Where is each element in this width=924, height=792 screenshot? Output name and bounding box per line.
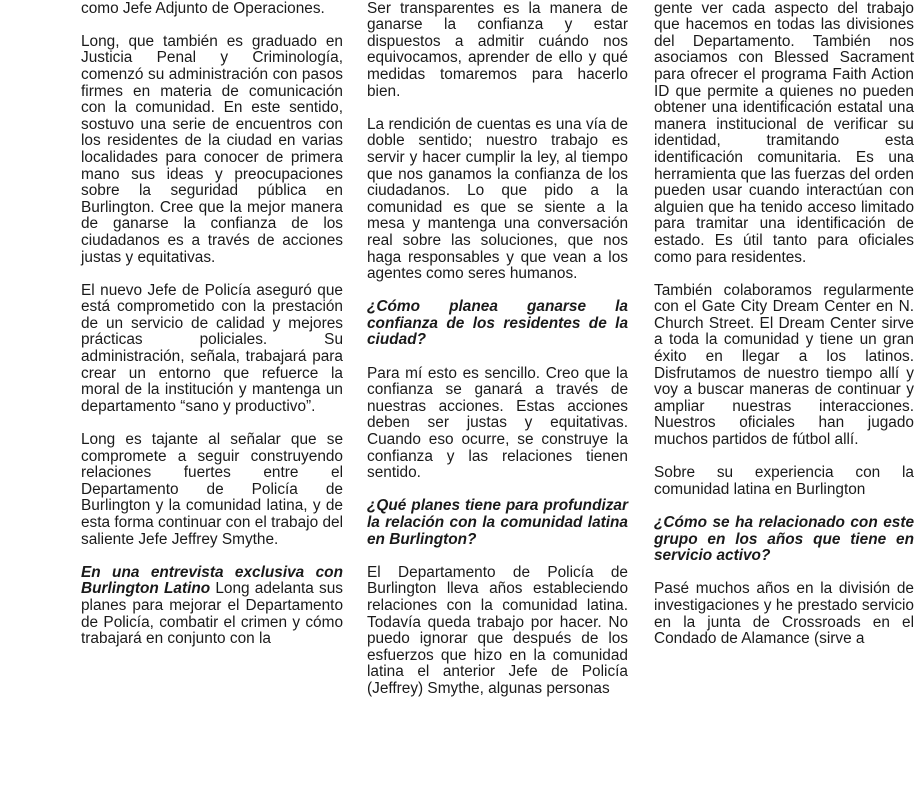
interview-question: ¿Qué planes tiene para profundizar la relación con la comunidad latina en Burlington? (367, 497, 628, 548)
paragraph: Pasé muchos años en la división de investigaciones y he prestado servicio en la junta de Crossroads en el Condado de Alamance (sirve a (654, 580, 914, 648)
article-column-3 (654, 0, 914, 664)
paragraph: El Departamento de Policía de Burlington lleva años estableciendo relaciones con la comunidad latina. Todavía queda trabajo por hacer. No puedo ignorar que después de los esfuerzos que hizo en la comunidad latina el anterior Jefe de Policía (Jeffrey) Smythe, algunas personas (367, 563, 628, 697)
paragraph (81, 565, 343, 648)
paragraph: Ser transparentes es la manera de ganarse la confianza y estar dispuestos a admitir cuándo nos equivocamos, aprender de ello y qué medidas tomaremos para hacerlo bien. (367, 0, 628, 100)
paragraph: El nuevo Jefe de Policía aseguró que está comprometido con la prestación de un servicio de calidad y mejores prácticas policiales. Su administración, señala, trabajará para crear un entorno que refuerce la moral de la institución y mantenga un departamento “sano y productivo”. (81, 281, 343, 415)
paragraph: También colaboramos regularmente con el Gate City Dream Center en N. Church Street. El Dream Center sirve a toda la comunidad y tiene un gran éxito en llegar a los latinos. Disfrutamos de nuestro tiempo allí y voy a buscar maneras de continuar y ampliar nuestras interacciones. Nuestros oficiales han jugado muchos partidos de fútbol allí. (654, 281, 914, 449)
paragraph: Long, que también es graduado en Justicia Penal y Criminología, comenzó su administración con pasos firmes en materia de comunicación con la comunidad. En este sentido, sostuvo una serie de encuentros con los residentes de la ciudad en varias localidades para conocer de primera mano sus ideas y preocupaciones sobre la seguridad pública en Burlington. Cree que la mejor manera de ganarse la confianza de los ciudadanos es a través de acciones justas y equitativas. (81, 32, 343, 266)
paragraph: gente ver cada aspecto del trabajo que hacemos en todas las divisiones del Departamento. También nos asociamos con Blessed Sacrament para ofrecer el programa Faith Action ID que permite a quienes no pueden obtener una identificación estatal una manera institucional de verificar su identidad, tramitando esta identificación comunitaria. Es una herramienta que las fuerzas del orden pueden usar cuando interactúan con alguien que ha tenido acceso limitado para tramitar una identificación de estado. Es útil tanto para oficiales como para residentes. (654, 0, 914, 266)
interview-lead: En una entrevista exclusiva con Burlington Latino (81, 563, 343, 598)
interview-question: ¿Cómo planea ganarse la confianza de los residentes de la ciudad? (367, 298, 628, 349)
section-subheading: Sobre su experiencia con la comunidad latina en Burlington (654, 464, 914, 498)
article-column-2 (367, 0, 628, 714)
interview-lead-rest: Long adelanta sus planes para mejorar el Departamento de Policía, combatir el crimen y cómo trabajará en conjunto con la (81, 580, 343, 648)
article-column-1 (81, 0, 343, 664)
paragraph: como Jefe Adjunto de Operaciones. (81, 0, 325, 17)
interview-question: ¿Cómo se ha relacionado con este grupo en los años que tiene en servicio activo? (654, 514, 914, 565)
paragraph: Long es tajante al señalar que se compromete a seguir construyendo relaciones fuertes entre el Departamento de Policía de Burlington y la comunidad latina, y de esta forma continuar con el trabajo del saliente Jefe Jeffrey Smythe. (81, 431, 343, 548)
paragraph: Para mí esto es sencillo. Creo que la confianza se ganará a través de nuestras acciones. Estas acciones deben ser justas y equitativas. Cuando eso ocurre, se construye la confianza y las relaciones tienen sentido. (367, 364, 628, 482)
paragraph: La rendición de cuentas es una vía de doble sentido; nuestro trabajo es servir y hacer cumplir la ley, al tiempo que nos ganamos la confianza de los ciudadanos. Lo que pido a la comunidad es que se siente a la mesa y mantenga una conversación real sobre las soluciones, que nos haga responsables y que vean a los agentes como seres humanos. (367, 115, 628, 283)
